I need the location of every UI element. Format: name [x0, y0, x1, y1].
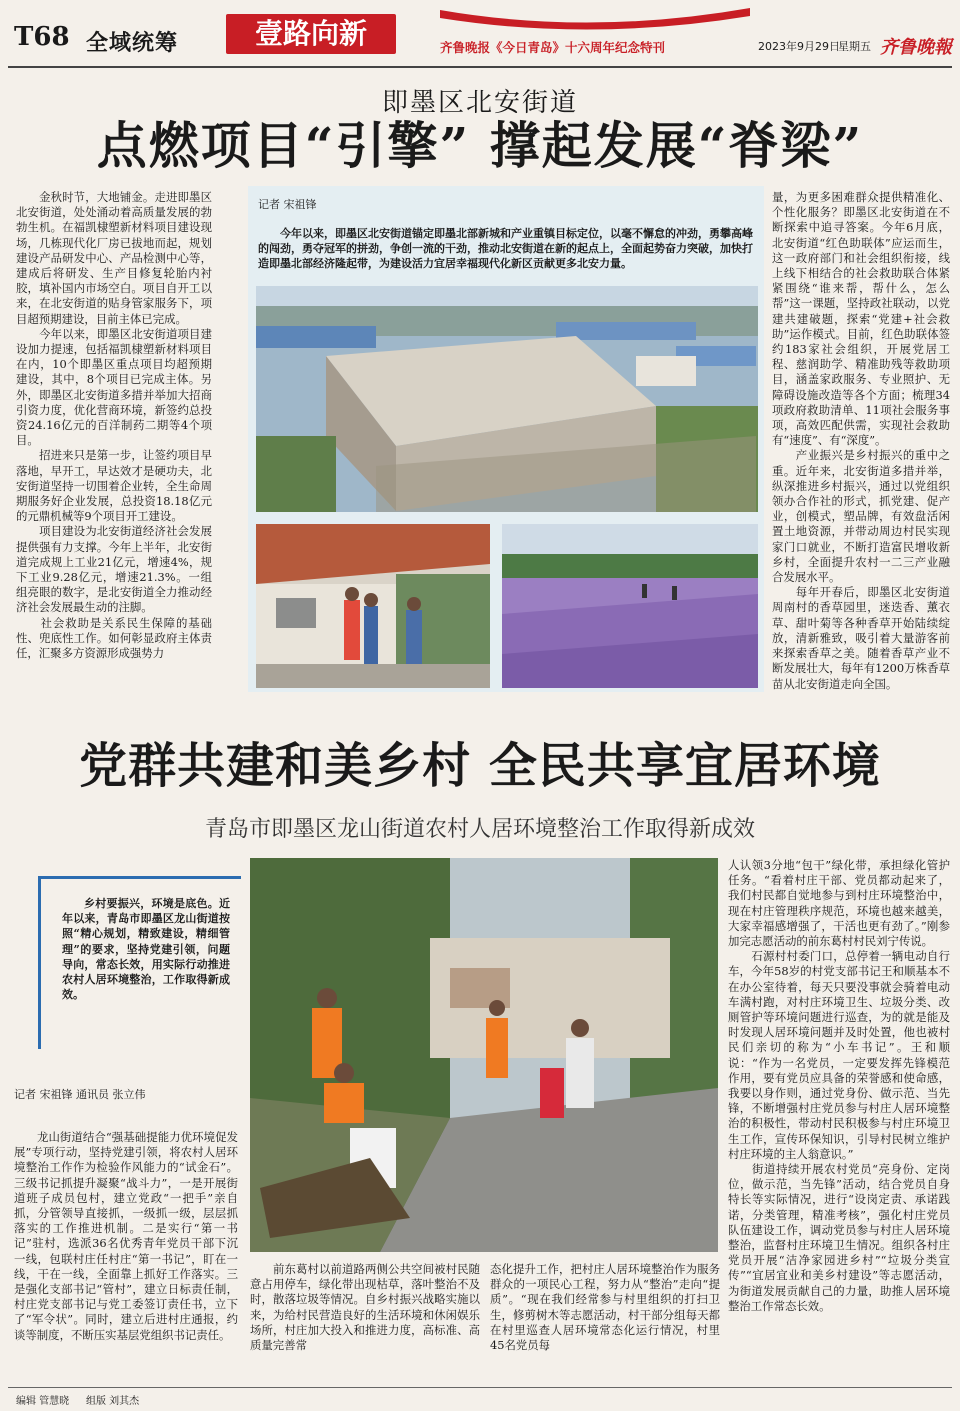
article1-intro: 今年以来，即墨区北安街道锚定即墨北部新城和产业重镇目标定位，以毫不懈怠的冲劲，勇攀高峰的闯劲，勇夺冠军的拼劲，争创一流的干劲，推动北安街道在新的起点上，全面起势奋力突破，加快打造即墨北部经济隆起带，为建设活力宜居幸福现代化新区贡献更多北安力量。 — [258, 227, 753, 270]
article2-column-1: 龙山街道结合“强基础提能力优环境促发展”专项行动，坚持党建引领，将农村人居环境整治工作作为检验作风能力的“试金石”。三级书记抓提升凝聚“战斗力”，一是开展街道班子成员包村，建立党政“一把手”亲自抓，分管领导直接抓，一级抓一级，层层抓落实的工作推进机制。二是实行“第一书记”驻村，选派36名优秀青年党员干部下沉一线，包联村庄任村庄“第一书记”，盯在一线，干在一线，全面靠上抓好工作落实。三是强化支部书记“管村”，建立日标责任制，村庄党支部书记与党工委签订责任书，立下了“军令状”。同时，建立后进村庄通报，约谈等制度，不断压实基层党组织书记责任。 — [14, 1130, 238, 1342]
footer-layout-editor: 组版 刘其杰 — [86, 1396, 140, 1407]
article2-column-4: 人认领3分地“包干”绿化带，承担绿化管护任务。“看着村庄干部、党员都动起来了，我们村民都自觉地参与到村庄环境整治中，现在村庄管理秩序规范，环境也越来越美，大家幸福感增强了，干活也更有劲了。”刚参加完志愿活动的前东葛村村民刘宁传说。 石源村村委门口，总停着一辆电动自行车，今年58岁的村党支部书记王和顺基本不在办公室待着，每天只要没事就会骑着电动车满村跑，对村庄环境卫生、垃圾分类、改厕管护等环境问题进行巡查，为的就是能及时发现人居环境问题并及时处置，他也被村民们亲切的称为“小车书记”。王和顺说：“作为一名党员，一定要发挥先锋模范作用，要有党员应具备的荣誉感和使命感，我要以身作则，通过党身份、做示范、当先锋，不断增强村庄党员参与村庄人居环境整治的积极性，带动村民积极参与村庄环境卫生工作，宣传环保知识，引导村民树立维护村庄环境的主人翁意识。” 街道持续开展农村党员“亮身份、定岗位，做示范，当先锋”活动，结合党员自身特长等实际情况，进行“设岗定责、承诺践诺，分类管理，精准考核”，强化村庄党员队伍建设工作，调动党员参与村庄人居环境整治，监督村庄环境卫生情况。组织各村庄党员开展“洁净家园进乡村”“垃圾分类宣传”“宜居宜业和美乡村建设”等志愿活动，为街道发展贡献自己的力量，助推人居环境整治工作常态长效。 — [728, 858, 950, 1313]
header-divider — [8, 66, 952, 68]
article2-byline: 记者 宋祖锋 通讯员 张立伟 — [14, 1088, 146, 1101]
article2-headline: 党群共建和美乡村 全民共享宜居环境 — [79, 738, 881, 794]
article1-kicker: 即墨区北安街道 — [381, 88, 578, 118]
article2-subheadline: 青岛市即墨区龙山街道农村人居环境整治工作取得新成效 — [204, 817, 755, 842]
article1-column-right: 量，为更多困难群众提供精准化、个性化服务？即墨区北安街道在不断探索中追寻答案。今年6月底，北安街道“红色助联体”应运而生，这一政府部门和社会组织衔接，线上线下相结合的社会救助联合体紧紧围绕“谁来帮，帮什么，怎么帮”这一课题，坚持政社联动，以党建共建破题，探索“党建+社会救助”运作模式。目前，红色助联体签约183家社会组织，开展党居工程、慈润助学、精准助残等救助项目，涵盖家政服务、专业照护、无障碍设施改造等各个方面；梳理34项政府救助清单、11项社会服务事项，高效匹配供需，实现社会救助有“速度”、有“深度”。 产业振兴是乡村振兴的重中之重。近年来，北安街道多措并举，纵深推进乡村振兴，通过以党组织领办合作社的形式，抓党建、促产业，创模式，塑品牌，有效盘活闲置土地资源，并带动周边村民实现家门口就业，不断打造富民增收新乡村，全面提升农村一二三产业融合发展水平。 每年开春后，即墨区北安街道周南村的香草园里，迷迭香、薰衣草、甜叶菊等各种香草开始陆续绽放，清新雅致，吸引着大量游客前来探索香草之美。随着香草产业不断发展壮大，每年有1200万株香草苗从北安街道走向全国。 — [772, 190, 950, 691]
community-workers-photo — [256, 524, 490, 688]
page-number: T68 — [14, 22, 70, 52]
newspaper-logo: 齐鲁晚報 — [880, 37, 952, 58]
brand-banner: 壹路向新 — [226, 14, 396, 54]
article1-column-left: 金秋时节，大地铺金。走进即墨区北安街道，处处涌动着高质量发展的勃勃生机。在福凯棣塑新材料项目建设现场，几栋现代化厂房已拔地而起，规划建设产品研发中心、产品检测中心等，建成后将研发、生产目修复轮胎内衬胶，填补国内市场空白。项目自开工以来，在北安街道的贴身管家服务下，项目超预期建设，目前主体已完成。 今年以来，即墨区北安街道项目建设加力提速，包括福凯棣塑新材料项目在内，10个即墨区重点项目均超预期建设，其中，8个项目已完成主体。另外，即墨区北安街道多措并举加大招商引资力度，优化营商环境，新签约总投资24.16亿元的百洋制药二期等4个项目。 招进来只是第一步，让签约项目早落地，早开工，早达效才是硬功夫，北安街道坚持一切围着企业转，全生命周期服务好企业发展，总投资18.18亿元的元鼎机械等9个项目开工建设。 项目建设为北安街道经济社会发展提供强有力支撑。今年上半年，北安街道完成规上工业21亿元，增速4%，规下工业9.28亿元，增速21.3%。一组组亮眼的数字，是北安街道全力推动经济社会发展最生动的注脚。 社会救助是关系民生保障的基础性、兜底性工作。如何彰显政府主体责任，汇聚多方资源形成强势力 — [16, 190, 212, 661]
lavender-field-photo — [502, 524, 758, 688]
factory-aerial-photo — [256, 286, 758, 512]
issue-date: 2023年9月29日 — [758, 40, 840, 53]
article2-column-2: 前东葛村以前道路两侧公共空间被村民随意占用停车，绿化带出现枯草，落叶整治不及时，散落垃圾等情况。自乡村振兴战略实施以来，为给村民营造良好的生活环境和休闲娱乐场所，村庄加大投入和推进力度，高标准、高质量完善常 — [250, 1262, 480, 1353]
article2-column-3: 态化提升工作，把村庄人居环境整治作为服务群众的一项民心工程，努力从“整治”走向“提质”。“现在我们经常参与村里组织的打扫卫生，修剪树木等志愿活动，村干部分组每天都在村里巡查人居环境常态化运行情况，村里45名党员每 — [490, 1262, 720, 1353]
village-cleanup-photo — [250, 858, 718, 1252]
issue-weekday: 星期五 — [838, 40, 871, 53]
article2-lead: 乡村要振兴，环境是底色。近年以来，青岛市即墨区龙山街道按照“精心规划，精致建设，精细管理”的要求，坚持党建引领，问题导向，常态长效，用实际行动推进农村人居环境整治，工作取得新成效。 — [62, 897, 230, 1002]
article1-headline: 点燃项目“引擎” 撑起发展“脊梁” — [96, 116, 864, 175]
red-swoosh-decoration — [440, 6, 750, 34]
special-issue-title: 齐鲁晚报《今日青岛》十六周年纪念特刊 — [440, 40, 666, 55]
section-name: 全域统筹 — [86, 30, 179, 56]
footer-editor: 编辑 管慧晓 — [16, 1396, 70, 1407]
article1-byline: 记者 宋祖锋 — [258, 198, 317, 211]
footer-divider — [8, 1387, 952, 1388]
